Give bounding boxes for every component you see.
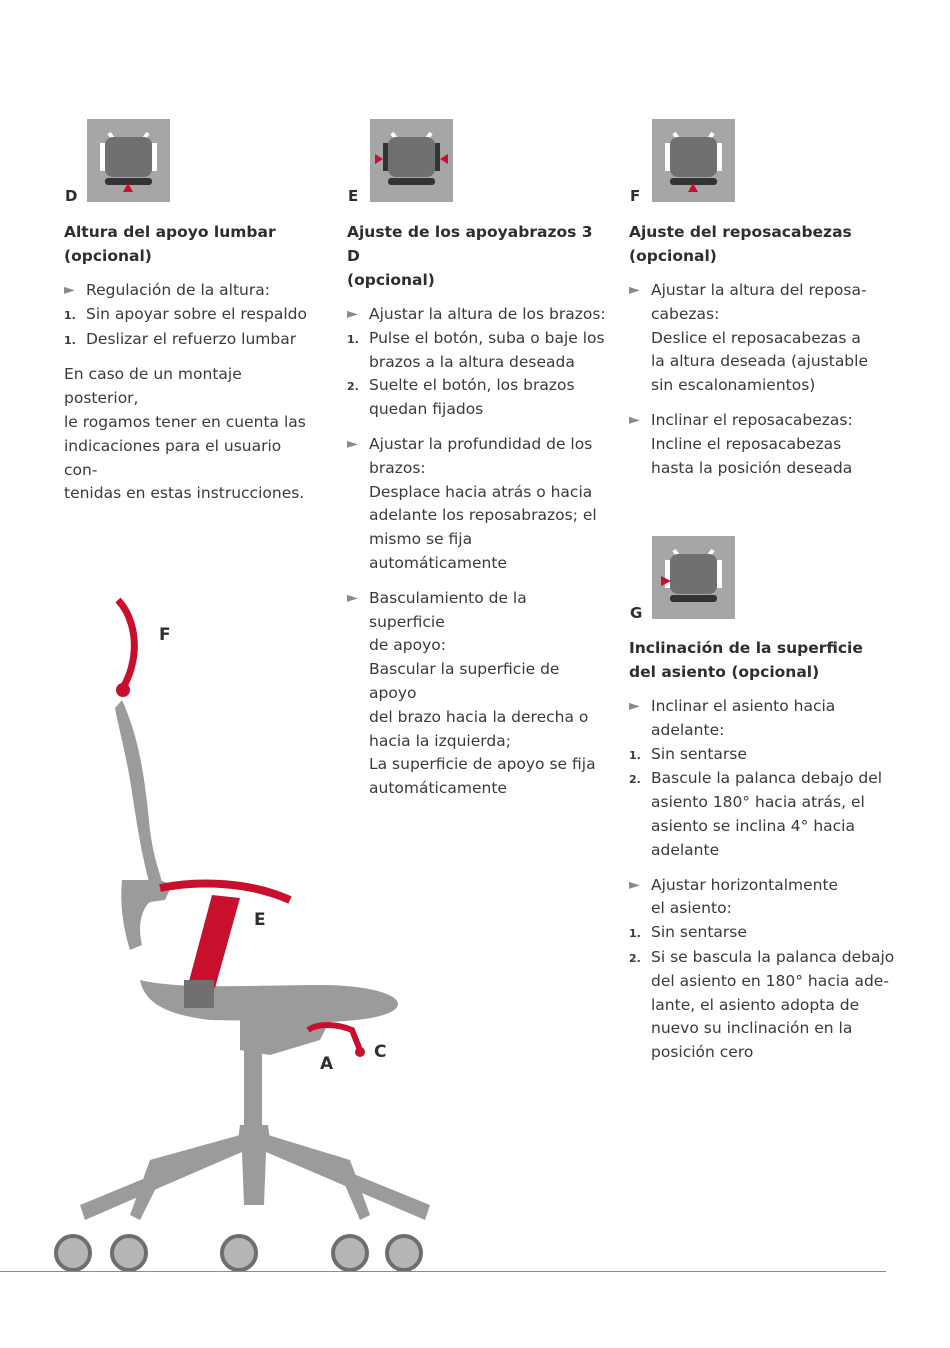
thumb-lumbar-icon bbox=[87, 119, 170, 202]
bullet-item: ► Ajustar la altura de los brazos: bbox=[347, 303, 607, 327]
step-item: 1. Deslizar el refuerzo lumbar bbox=[64, 329, 297, 348]
step-item: 1. Sin apoyar sobre el respaldo bbox=[64, 304, 307, 323]
chair-label-c: C bbox=[374, 1042, 387, 1062]
thumb-headrest-icon bbox=[652, 119, 735, 202]
note-paragraph: En caso de un montaje posterior, le rogamos tener en cuenta las indicaciones para el usuario con- tenidas en estas instrucciones. bbox=[64, 365, 306, 503]
triangle-right-icon: ► bbox=[347, 589, 358, 606]
triangle-right-icon: ► bbox=[629, 411, 640, 428]
chair-label-f: F bbox=[159, 625, 171, 645]
footer-divider bbox=[0, 1271, 886, 1272]
step-item: 1. Sin sentarse bbox=[629, 744, 747, 763]
step-item: 2. Suelte el botón, los brazos quedan fijados bbox=[347, 376, 575, 419]
step-item: 2. Si se bascula la palanca debajo del asiento en 180° hacia ade- lante, el asiento adopta de nuevo su inclinación en la posición cero bbox=[629, 947, 895, 1062]
section-letter-f: F bbox=[630, 187, 641, 205]
bullet-item: ► Inclinar el asiento hacia adelante: bbox=[629, 695, 899, 743]
bullet-item: ► Regulación de la altura: bbox=[64, 279, 314, 303]
section-title-lumbar: Altura del apoyo lumbar (opcional) bbox=[64, 223, 276, 265]
triangle-right-icon: ► bbox=[629, 698, 640, 714]
step-item: 2. Bascule la palanca debajo del asiento 180° hacia atrás, el asiento se inclina 4° hacia adelante bbox=[629, 769, 883, 859]
section-title-seat-tilt: Inclinación de la superficie del asiento (opcional) bbox=[629, 639, 863, 681]
section-title-headrest: Ajuste del reposacabezas (opcional) bbox=[629, 223, 852, 265]
chair-label-e: E bbox=[254, 910, 266, 930]
step-item: 1. Sin sentarse bbox=[629, 923, 747, 942]
triangle-right-icon: ► bbox=[347, 306, 358, 322]
triangle-right-icon: ► bbox=[64, 282, 75, 298]
section-letter-e: E bbox=[348, 187, 359, 205]
thumb-armrest-icon bbox=[370, 119, 453, 202]
triangle-right-icon: ► bbox=[347, 435, 358, 452]
chair-side-illustration bbox=[0, 580, 450, 1280]
bullet-item: ► Basculamiento de la superficie de apoyo: Bascular la superficie de apoyo del brazo hacia la derecha o hacia la izquierda; La superficie de apoyo se fija automáticamente bbox=[347, 587, 607, 801]
section-letter-g: G bbox=[630, 604, 643, 622]
section-headrest bbox=[629, 220, 879, 491]
triangle-right-icon: ► bbox=[629, 282, 640, 298]
bullet-item: ► Ajustar horizontalmente el asiento: bbox=[629, 874, 899, 922]
bullet-item: ► Ajustar la profundidad de los brazos: Desplace hacia atrás o hacia adelante los reposabrazos; el mismo se fija automáticamente bbox=[347, 433, 607, 576]
triangle-right-icon: ► bbox=[629, 876, 640, 893]
section-title-armrest: Ajuste de los apoyabrazos 3 D (opcional) bbox=[347, 223, 593, 289]
section-lumbar bbox=[64, 220, 314, 517]
section-letter-d: D bbox=[65, 187, 78, 205]
chair-label-a: A bbox=[320, 1054, 334, 1074]
section-seat-tilt bbox=[629, 636, 899, 1076]
bullet-item: ► Inclinar el reposacabezas: Incline el reposacabezas hasta la posición deseada bbox=[629, 409, 879, 480]
bullet-item: ► Ajustar la altura del reposa- cabezas: Deslice el reposacabezas a la altura deseada (ajustable sin escalonamientos) bbox=[629, 279, 879, 398]
thumb-seat-tilt-icon bbox=[652, 536, 735, 619]
step-item: 1. Pulse el botón, suba o baje los brazos a la altura deseada bbox=[347, 328, 605, 371]
